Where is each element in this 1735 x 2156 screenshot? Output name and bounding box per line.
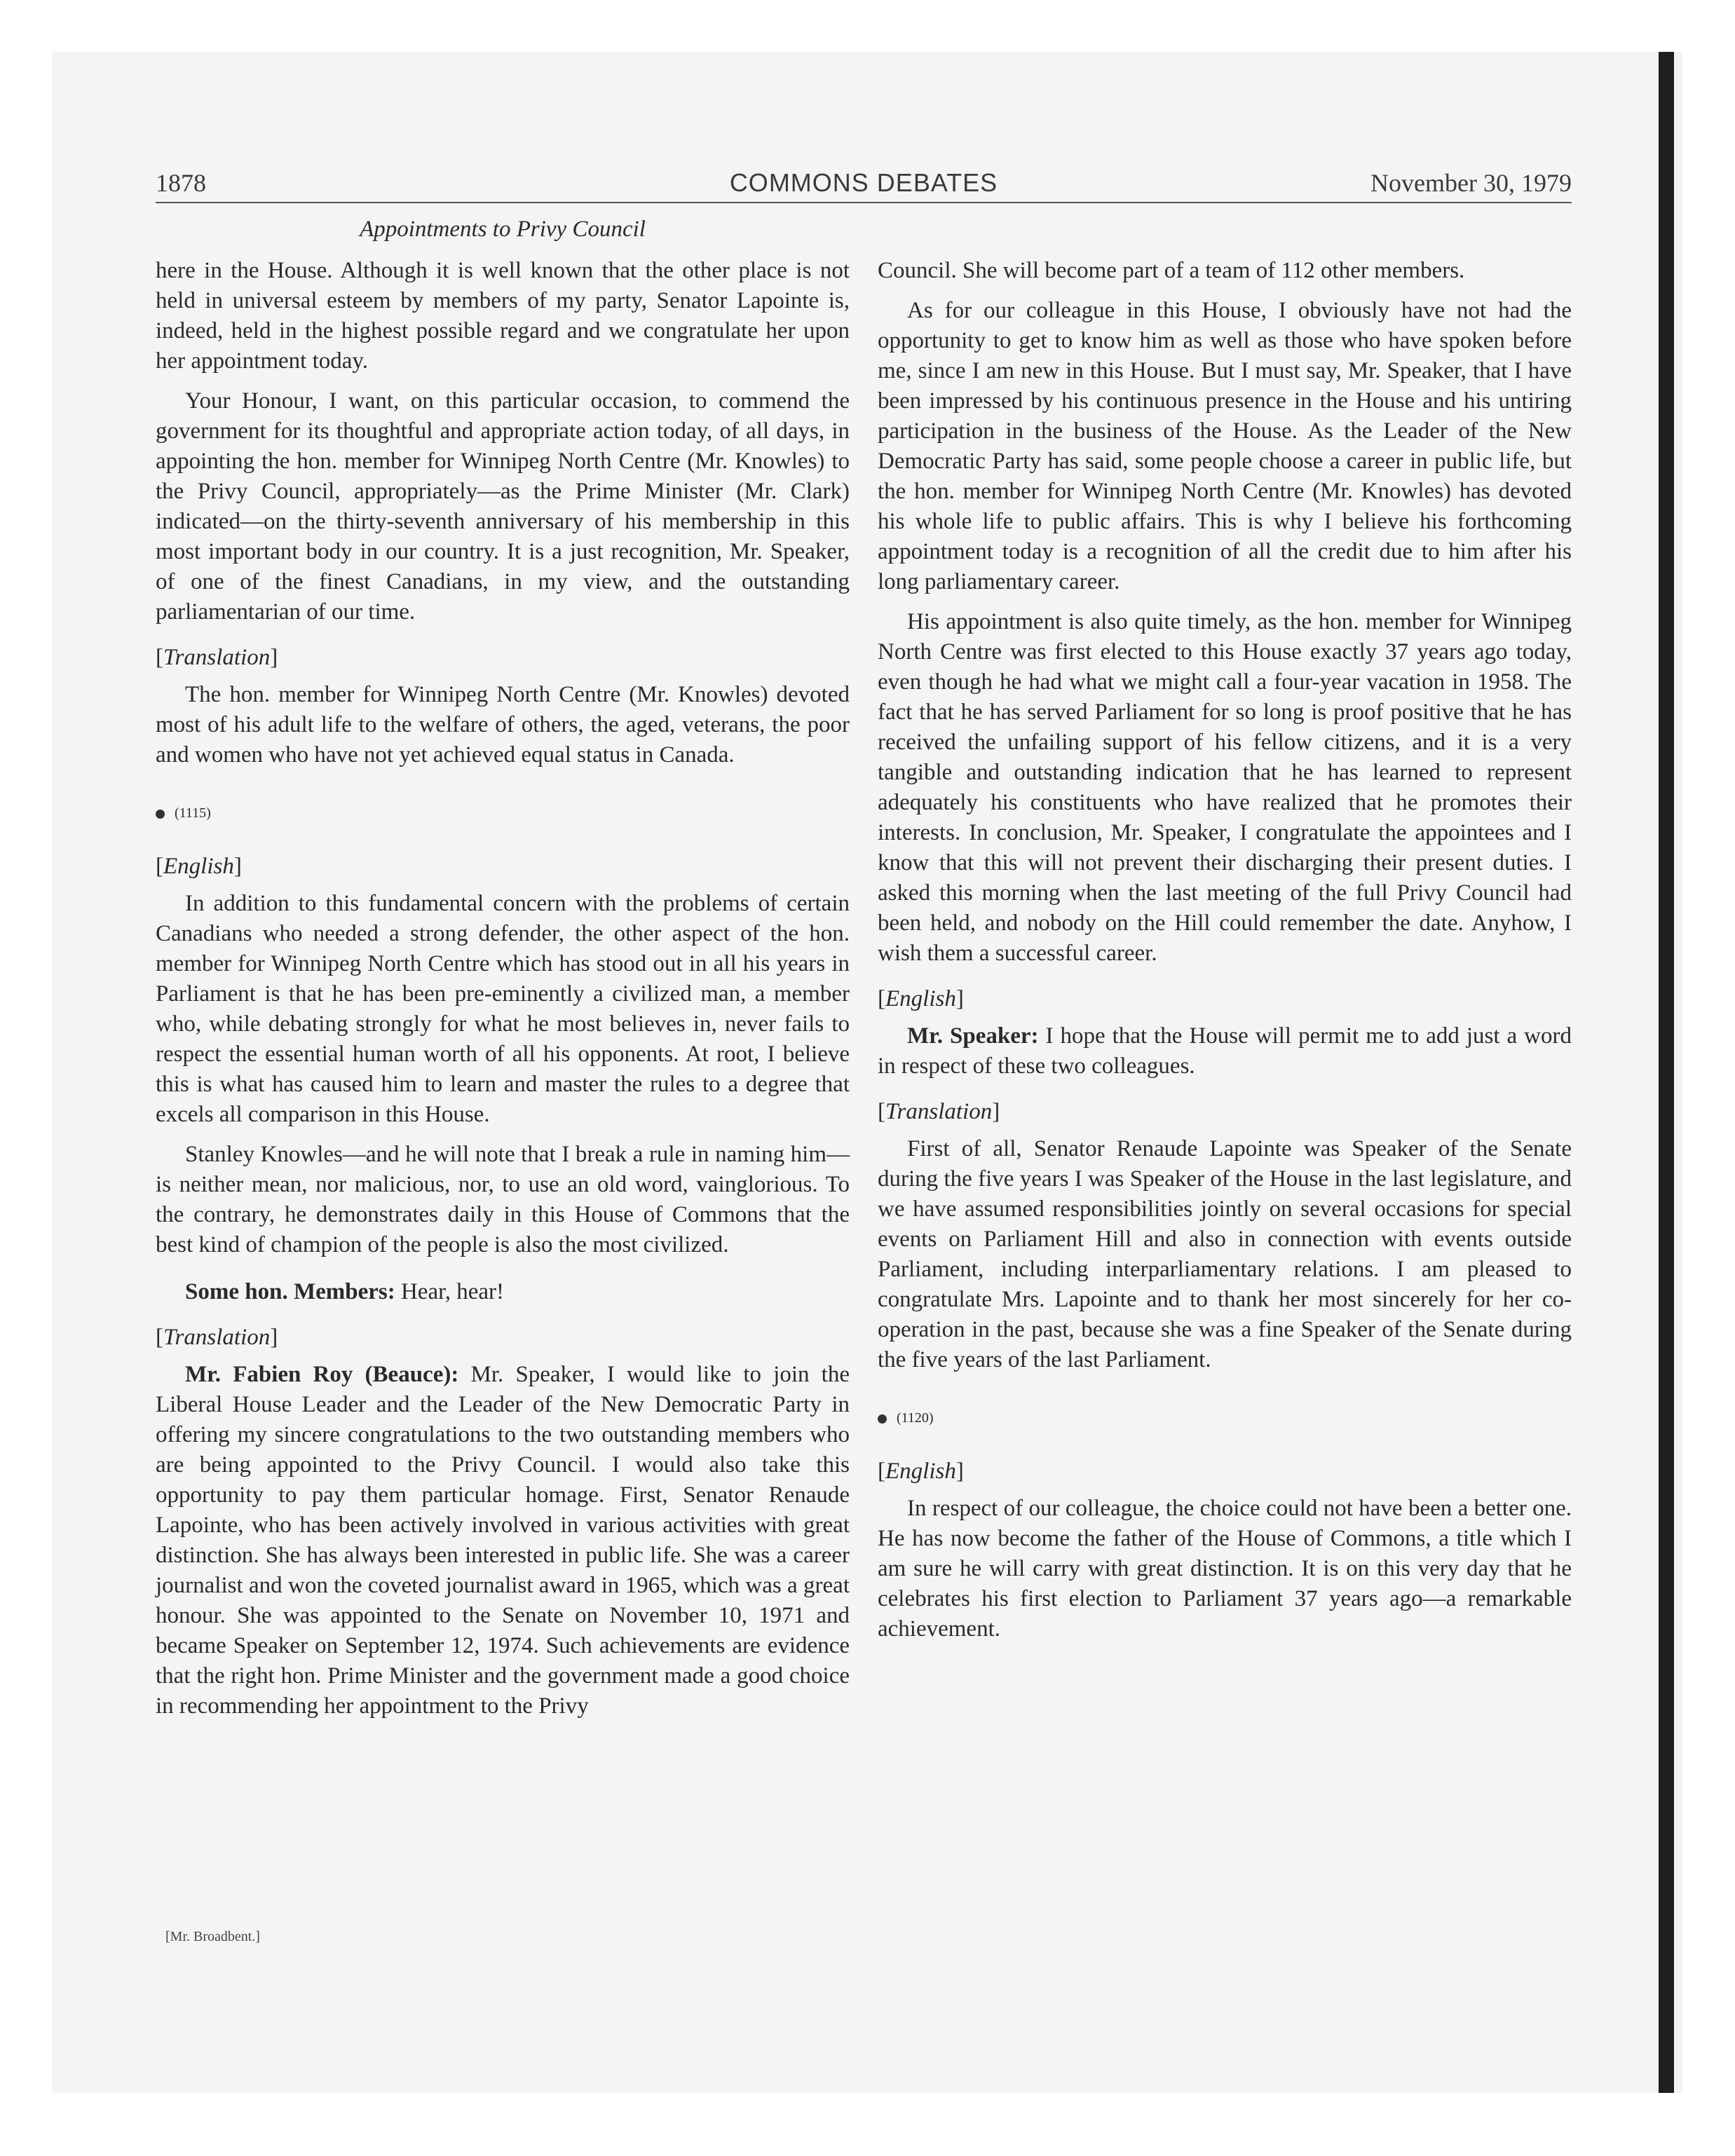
- paragraph: here in the House. Although it is well known that the other place is not held in universal esteem by members of my party, Senator Lapointe is, indeed, held in the highest possible regard and we congratulate her upon her appointment today.: [156, 258, 850, 374]
- paragraph: His appointment is also quite timely, as the hon. member for Winnipeg North Centre was first elected to this House exactly 37 years ago today, even though he had what we might call a four-year vacation in 1958. The fact that he has served Parliament for so long is proof positive that he has received the unfailing support of his fellow citizens, and it is a very tangible and outstanding indication that he has learned to represent adequately his constituents who have realized that he promotes their interests. In conclusion, Mr. Speaker, I congratulate the appointees and I know that this will not prevent their discharging their present duties. I asked this morning when the last meeting of the full Privy Council had been held, and nobody on the Hill could remember the date. Anyhow, I wish them a successful career.: [878, 609, 1572, 966]
- paragraph: First of all, Senator Renaude Lapointe was Speaker of the Senate during the five years I was Speaker of the House in the last legislature, and we have assumed responsibilities jointly on several occasions for special events on Parliament Hill and also in connection with events outside Parliament, including interparliamentary relations. I am pleased to congratulate Mrs. Lapointe and to thank her most sincerely for her co-operation in the past, because she was a fine Speaker of the Senate during the five years of the last Parliament.: [878, 1136, 1572, 1372]
- bullet-icon: [156, 810, 165, 819]
- paragraph: Your Honour, I want, on this particular occasion, to commend the government for its thoughtful and appropriate action today, of all days, in appointing the hon. member for Winnipeg North Centre (Mr. Knowles) to the Privy Council, appropriately—as the Prime Minister (Mr. Clark) indicated—on the thirty-seventh anniversary of his membership in this most important body in our country. It is a just recognition, Mr. Speaker, of one of the finest Canadians, in my view, and the outstanding parliamentarian of our time.: [156, 388, 850, 625]
- bullet-icon: [878, 1414, 887, 1424]
- speaker-name: Mr. Fabien Roy (Beauce):: [185, 1362, 459, 1387]
- speech-paragraph: Mr. Fabien Roy (Beauce): Mr. Speaker, I would like to join the Liberal House Leader and the Leader of the New Democratic Party in offering my sincere congratulations to the two outstanding members who are being appointed to the Privy Council. I would also take this opportunity to pay them particular homage. First, Senator Renaude Lapointe, who has been actively involved in various activities with great distinction. She has always been interested in public life. She was a career journalist and won the coveted journalist award in 1965, which was a great honour. She was appointed to the Senate on November 10, 1971 and became Speaker on September 12, 1974. Such achievements are evidence that the right hon. Prime Minister and the government made a good choice in recommending her appointment to the Privy: [156, 1362, 850, 1719]
- scan-edge-shadow: [1659, 52, 1674, 2093]
- paragraph: In respect of our colleague, the choice could not have been a better one. He has now become the father of the House of Commons, a title which I am sure he will carry with great distinction. It is on this very day that he celebrates his first election to Parliament 37 years ago—a remarkable achievement.: [878, 1496, 1572, 1642]
- paragraph: Stanley Knowles—and he will note that I break a rule in naming him—is neither mean, nor malicious, nor, to use an old word, vainglorious. To the contrary, he demonstrates daily in this House of Commons that the best kind of champion of the people is also the most civilized.: [156, 1142, 850, 1257]
- language-tag: [English]: [878, 986, 964, 1011]
- language-tag: [English]: [156, 854, 242, 879]
- language-tag: [English]: [878, 1459, 964, 1484]
- left-column: [156, 256, 850, 1731]
- publication-title: COMMONS DEBATES: [729, 168, 998, 197]
- section-subhead: Appointments to Privy Council: [360, 217, 646, 242]
- right-column: [878, 256, 1572, 1654]
- speaker-name: Some hon. Members:: [185, 1279, 395, 1304]
- paragraph: Council. She will become part of a team of 112 other members.: [878, 258, 1465, 283]
- page-number: 1878: [156, 169, 206, 197]
- language-tag: [Translation]: [878, 1099, 1000, 1124]
- language-tag: [Translation]: [156, 645, 278, 670]
- language-tag: [Translation]: [156, 1325, 278, 1350]
- header-rule: [156, 202, 1572, 203]
- time-marker: (1120): [878, 1407, 1572, 1428]
- speaker-name: Mr. Speaker:: [907, 1023, 1039, 1049]
- speech-paragraph: Mr. Speaker: I hope that the House will permit me to add just a word in respect of these two colleagues.: [878, 1023, 1572, 1079]
- paragraph: In addition to this fundamental concern with the problems of certain Canadians who needed a strong defender, the other aspect of the hon. member for Winnipeg North Centre which has stood out in all his years in Parliament is that he has been pre-eminently a civilized man, a member who, while debating strongly for what he most believes in, never fails to respect the essential human worth of all his opponents. At root, I believe this is what has caused him to learn and master the rules to a degree that excels all comparison in this House.: [156, 891, 850, 1127]
- paragraph: As for our colleague in this House, I obviously have not had the opportunity to get to know him as well as those who have spoken before me, since I am new in this House. But I must say, Mr. Speaker, that I have been impressed by his continuous presence in the House and his untiring participation in the business of the House. As the Leader of the New Democratic Party has said, some people choose a career in public life, but the hon. member for Winnipeg North Centre (Mr. Knowles) has devoted his whole life to public affairs. This is why I believe his forthcoming appointment today is a recognition of all the credit due to him after his long parliamentary career.: [878, 298, 1572, 594]
- speech-paragraph: Some hon. Members: Hear, hear!: [185, 1279, 505, 1304]
- time-marker: (1115): [156, 803, 850, 824]
- page-header: [156, 165, 1572, 200]
- paragraph: The hon. member for Winnipeg North Centre (Mr. Knowles) devoted most of his adult life to the welfare of others, the aged, veterans, the poor and women who have not yet achieved equal status in Canada.: [156, 682, 850, 767]
- page-date: November 30, 1979: [1370, 169, 1572, 197]
- page-footer: [Mr. Broadbent.]: [165, 1929, 260, 1944]
